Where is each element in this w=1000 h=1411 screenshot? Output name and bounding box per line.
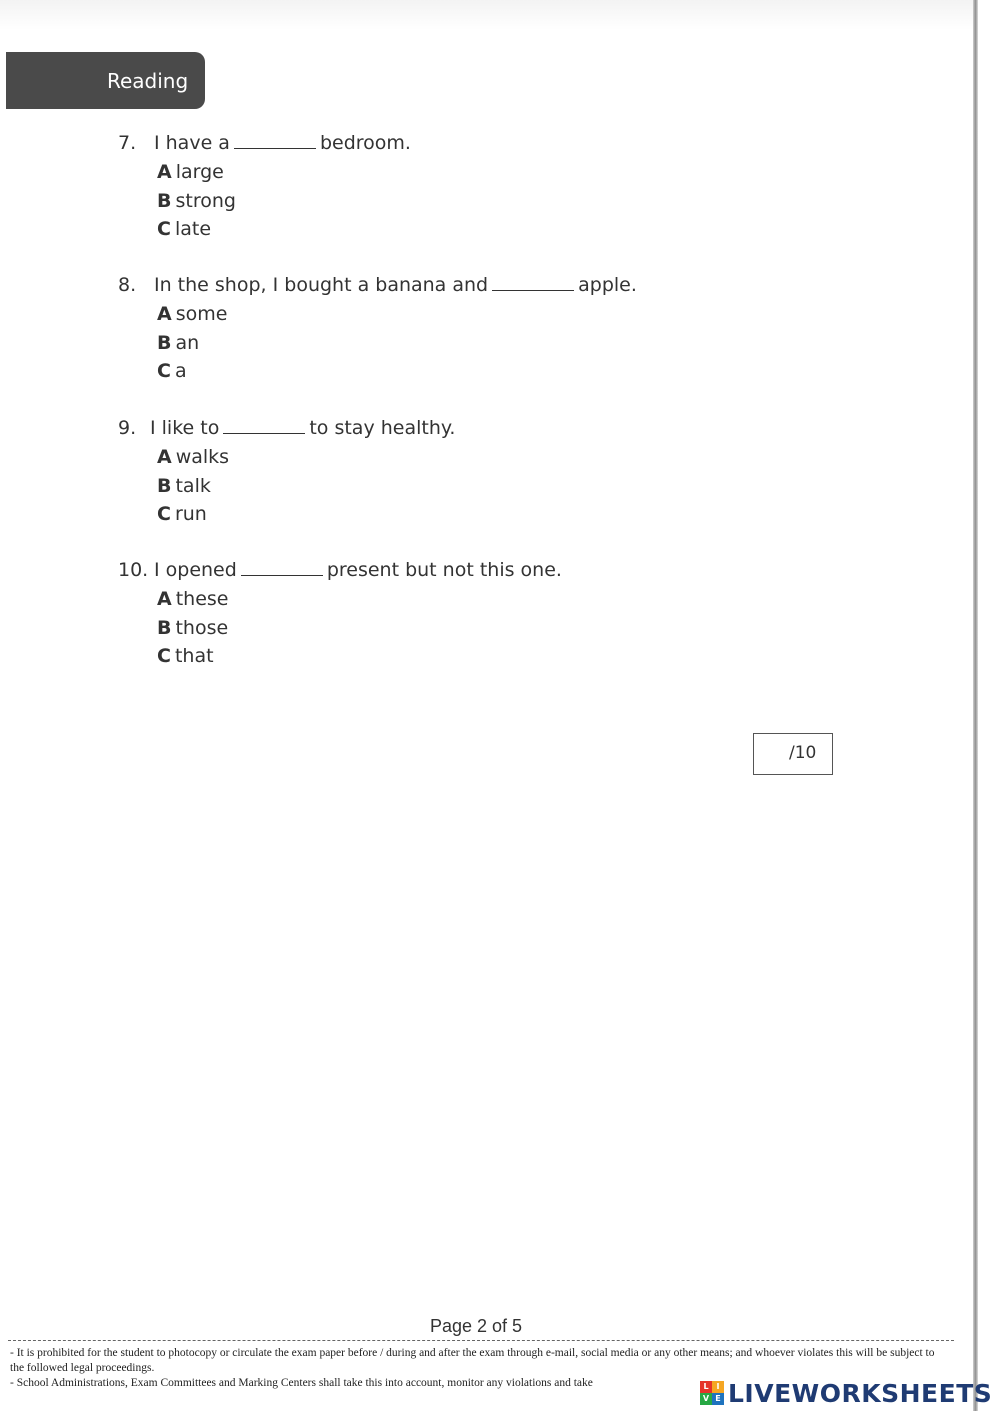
option-letter: B: [157, 331, 172, 354]
answer-blank[interactable]: [241, 557, 323, 576]
stem-after-blank: apple.: [578, 274, 637, 296]
question-8: [118, 270, 637, 386]
option-letter: C: [157, 218, 171, 240]
question-number: 7.: [118, 132, 137, 154]
stem-before-blank: I opened: [154, 559, 237, 581]
option-b[interactable]: [157, 329, 637, 358]
option-text: some: [175, 303, 228, 325]
question-9: [118, 413, 455, 529]
option-c[interactable]: [157, 357, 637, 386]
option-c[interactable]: [157, 215, 411, 244]
stem-before-blank: I like to: [150, 417, 220, 439]
option-letter: A: [157, 446, 172, 468]
option-letter: A: [157, 588, 172, 610]
liveworksheets-watermark[interactable]: [700, 1378, 992, 1408]
stem-before-blank: I have a: [154, 132, 230, 154]
logo-tile: L: [700, 1381, 712, 1393]
scan-shading: [0, 0, 975, 30]
option-text: that: [174, 645, 214, 667]
footer-note: - School Administrations, Exam Committees and Marking Centers shall take this into account, monitor any violations and take: [10, 1377, 593, 1389]
answer-blank[interactable]: [492, 272, 574, 291]
option-a[interactable]: [157, 585, 562, 614]
stem-after-blank: present but not this one.: [326, 559, 562, 581]
option-b[interactable]: [157, 614, 562, 643]
stem-after-blank: bedroom.: [319, 132, 411, 154]
section-title: Reading: [107, 69, 189, 93]
logo-tile: I: [712, 1381, 724, 1393]
page-number: Page 2 of 5: [429, 1316, 523, 1336]
option-text: run: [174, 503, 207, 525]
option-text: strong: [175, 189, 236, 212]
option-letter: B: [157, 474, 172, 497]
option-text: large: [175, 161, 224, 183]
footer-divider: [8, 1340, 954, 1341]
liveworksheets-logo-icon: [700, 1381, 724, 1405]
logo-tile: V: [700, 1393, 712, 1405]
option-c[interactable]: [157, 642, 562, 671]
option-letter: B: [157, 616, 172, 639]
stem-before-blank: In the shop, I bought a banana and: [154, 274, 489, 296]
question-number: 9.: [118, 417, 137, 439]
option-letter: C: [157, 503, 171, 525]
question-stem: [118, 270, 637, 300]
score-box: [753, 733, 833, 775]
watermark-text: LIVEWORKSHEETS: [728, 1378, 993, 1408]
question-stem: [118, 413, 455, 443]
option-a[interactable]: [157, 443, 455, 472]
stem-after-blank: to stay healthy.: [309, 417, 456, 439]
option-text: these: [175, 588, 229, 610]
option-text: a: [174, 360, 187, 382]
option-text: those: [175, 616, 229, 639]
option-text: talk: [175, 474, 211, 497]
option-b[interactable]: [157, 472, 455, 501]
option-a[interactable]: [157, 158, 411, 187]
option-text: walks: [175, 446, 230, 468]
option-b[interactable]: [157, 187, 411, 216]
question-10: [118, 555, 562, 671]
option-letter: C: [157, 360, 171, 382]
option-a[interactable]: [157, 300, 637, 329]
option-c[interactable]: [157, 500, 455, 529]
question-number: 10.: [118, 559, 149, 581]
scan-page-edge: [973, 0, 978, 1411]
option-letter: C: [157, 645, 171, 667]
score-label: /10: [789, 743, 817, 763]
section-header-tab: [6, 52, 205, 109]
option-text: late: [174, 218, 212, 240]
option-text: an: [175, 331, 200, 354]
footer-note: - It is prohibited for the student to photocopy or circulate the exam paper before / during and after the exam through e-mail, social media or any other means; and whoever violates this will be subject to the followed legal proceedings.: [10, 1347, 935, 1374]
option-letter: A: [157, 161, 172, 183]
question-number: 8.: [118, 274, 137, 296]
question-stem: [118, 128, 411, 158]
option-letter: A: [157, 303, 172, 325]
answer-blank[interactable]: [223, 415, 305, 434]
option-letter: B: [157, 189, 172, 212]
logo-tile: E: [712, 1393, 724, 1405]
answer-blank[interactable]: [234, 130, 316, 149]
question-stem: [118, 555, 562, 585]
question-7: [118, 128, 411, 244]
